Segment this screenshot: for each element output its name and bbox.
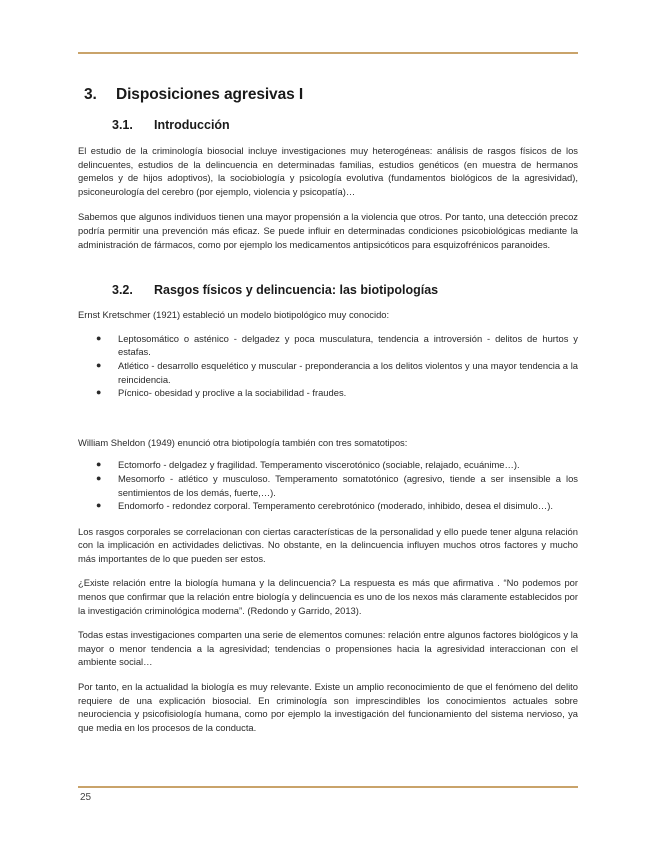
intro-paragraph-1: El estudio de la criminología biosocial incluye investigaciones muy heterogéneas: análisis de rasgos físicos de los delincuentes, estudios de la delincuencia en determinadas familias, estudios genéticos (en muestra de hermanos gemelos y de hijos adoptivos), la sociobiología y psicología evolutiva (fundamentos biológicos de la agresividad), psiconeurología del cerebro (por ejemplo, violencia y psicopatía)… [78,145,578,197]
intro-paragraph-2: Sabemos que algunos individuos tienen una mayor propensión a la violencia que otros. Por tanto, una detección precoz podría permitir una prevención más eficaz. Se puede influir en determinadas condiciones psicobiológicas mediante la administración de fármacos, como por ejemplo los medicamentos antipsicóticos para esquizofrénicos paranoides. [78,211,578,250]
page-number: 25 [80,792,92,803]
header-rule [78,52,578,54]
subsection-number: 3.2. [112,283,133,298]
subsection-heading-biotypes [78,283,578,297]
subsection-title: Rasgos físicos y delincuencia: las biotipologías [154,283,439,298]
sheldon-list [78,458,578,512]
bullet-icon: ● [96,359,102,370]
document-page [78,86,578,734]
section-title: Disposiciones agresivas I [116,86,304,103]
kretschmer-list [78,332,578,400]
subsection-heading-intro [78,118,578,132]
bullet-icon: ● [96,332,102,343]
list-item: ● Ectomorfo - delgadez y fragilidad. Temperamento viscerotónico (sociable, relajado, ecuánime…). [96,459,520,471]
kretschmer-intro: Ernst Kretschmer (1921) estableció un modelo biotipológico muy conocido: [78,309,390,321]
body-paragraph-2: ¿Existe relación entre la biología humana y la delincuencia? La respuesta es más que afirmativa . “No podemos por menos que confirmar que la relación entre biología y delincuencia es uno de los nexos más claramente establecidos por la investigación criminológica moderna”. (Redondo y Garrido, 2013). [78,577,578,616]
body-paragraph-1: Los rasgos corporales se correlacionan con ciertas características de la personalidad y ello puede tener alguna relación con la implicación en actividades delictivas. No obstante, en la delincuencia influyen muchos otros factores y mucho más importantes de lo que pueden ser estos. [78,525,578,564]
list-item: ● Pícnico- obesidad y proclive a la sociabilidad - fraudes. [96,387,347,399]
list-item: ● Endomorfo - redondez corporal. Temperamento cerebrotónico (moderado, inhibido, desea el disimulo…). [96,500,553,512]
list-item: ● Leptosomático o asténico - delgadez y poca musculatura, tendencia a introversión - delitos de hurtos y estafas. [96,332,578,358]
bullet-icon: ● [96,472,102,483]
subsection-title: Introducción [154,118,230,132]
footer-rule [78,786,578,788]
subsection-number: 3.1. [112,118,133,132]
list-item: ● Mesomorfo - atlético y musculoso. Temperamento somatotónico (agresivo, tiende a ser insensible a los sentimientos de los demás, fuerte,…). [96,472,578,498]
bullet-icon: ● [96,500,102,511]
list-item: ● Atlético - desarrollo esquelético y muscular - preponderancia a los delitos violentos y una mayor tendencia a la reincidencia. [96,359,578,385]
section-heading [84,86,578,104]
sheldon-intro: William Sheldon (1949) enunció otra biotipología también con tres somatotipos: [78,436,408,448]
bullet-icon: ● [96,387,102,398]
bullet-icon: ● [96,459,102,470]
section-number: 3. [84,86,97,103]
body-paragraph-3: Todas estas investigaciones comparten una serie de elementos comunes: relación entre algunos factores biológicos y la mayor o menor tendencia a la agresividad; tendencias o propensiones hacia la agresividad interaccionan con el ambiente social… [78,629,578,668]
body-paragraph-4: Por tanto, en la actualidad la biología es muy relevante. Existe un amplio reconocimiento de que el fenómeno del delito requiere de una explicación biosocial. En criminología son imprescindibles los conocimientos actuales sobre neurociencia y psicofisiología humana, como por ejemplo la investigación del funcionamiento del sistema nervioso, ya que media en los procesos de la conducta. [78,681,578,733]
